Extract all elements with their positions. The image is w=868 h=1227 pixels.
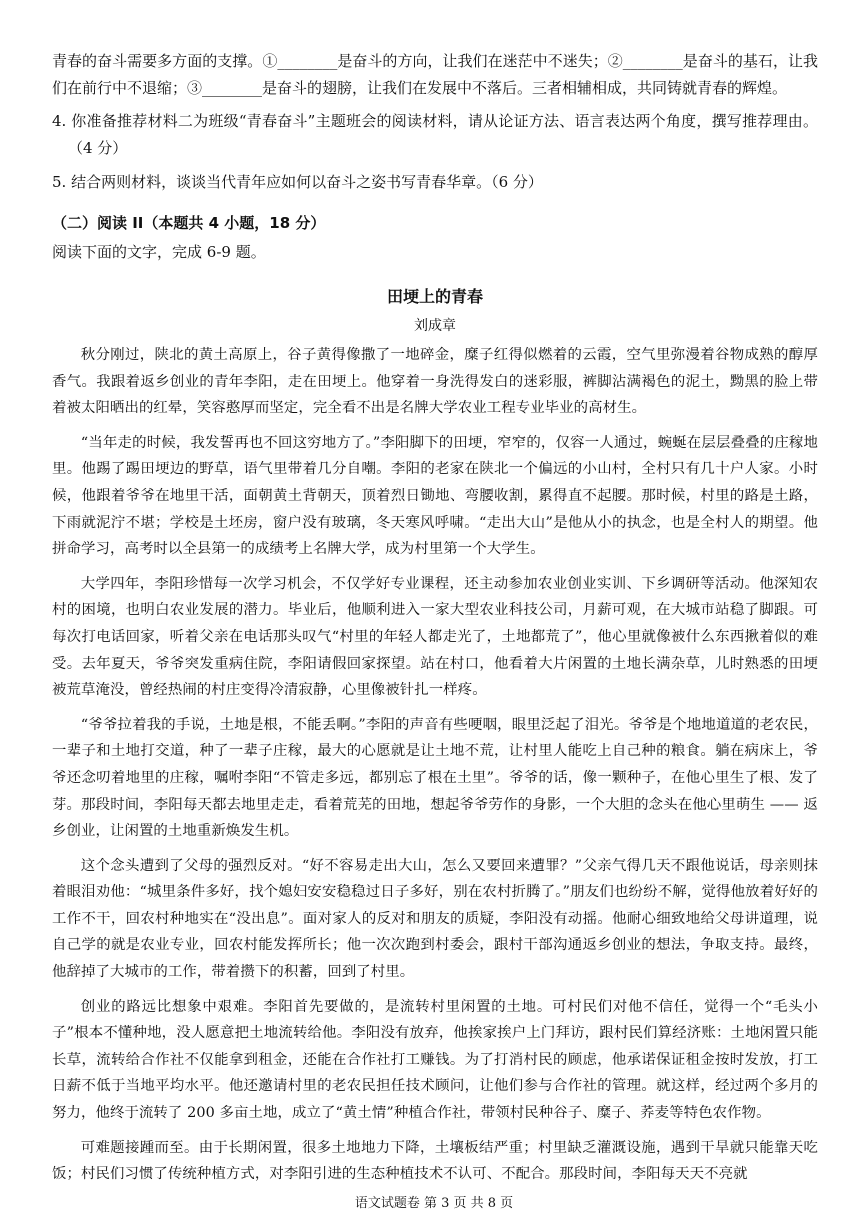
question-4: 4. 你准备推荐材料二为班级“青春奋斗”主题班会的阅读材料，请从论证方法、语言表达两个角度，撰写推荐理由。（4 分） <box>52 112 818 157</box>
page-footer: 语文试题卷 第 3 页 共 8 页 <box>354 1196 514 1211</box>
article-paragraph: “爷爷拉着我的手说，土地是根，不能丢啊。”李阳的声音有些哽咽，眼里泛起了泪光。爷爷是个地地道道的老农民，一辈子和土地打交道，种了一辈子庄稼，最大的心愿就是让土地不荒，让村里人能吃上自己种的粮食。躺在病床上，爷爷还念叨着地里的庄稼，嘱咐李阳“不管走多远，都别忘了根在土里”。爷爷的话，像一颗种子，在他心里生了根、发了芽。那段时间，李阳每天都去地里走走，看着荒芜的田地，想起爷爷劳作的身影，一个大胆的念头在他心里萌生 —— 返乡创业，让闲置的土地重新焕发生机。 <box>52 716 818 840</box>
reading-instruction: 阅读下面的文字，完成 6-9 题。 <box>52 243 266 261</box>
section-heading: （二）阅读 II（本题共 4 小题，18 分） <box>52 214 326 232</box>
article-title: 田埂上的青春 <box>386 287 483 306</box>
article-paragraph: “当年走的时候，我发誓再也不回这穷地方了。”李阳脚下的田埂，窄窄的，仅容一人通过，蜿蜒在层层叠叠的庄稼地里。他踢了踢田埂边的野草，语气里带着几分自嘲。李阳的老家在陕北一个偏远的小山村，全村只有几十户人家。小时候，他跟着爷爷在地里干活，面朝黄土背朝天，顶着烈日锄地、弯腰收割，累得直不起腰。那时候，村里的路是土路，下雨就泥泞不堪；学校是土坯房，窗户没有玻璃，冬天寒风呼啸。“走出大山”是他从小的执念，也是全村人的期望。他拼命学习，高考时以全县第一的成绩考上名牌大学，成为村里第一个大学生。 <box>52 434 818 558</box>
article-paragraph: 可难题接踵而至。由于长期闲置，很多土地地力下降，土壤板结严重；村里缺乏灌溉设施，遇到干旱就只能靠天吃饭；村民们习惯了传统种植方式，对李阳引进的生态种植技术不认可、不配合。那段时间，李阳每天天不亮就 <box>52 1139 818 1183</box>
article-author: 刘成章 <box>414 318 456 334</box>
article-paragraph: 大学四年，李阳珍惜每一次学习机会，不仅学好专业课程，还主动参加农业创业实训、下乡调研等活动。他深知农村的困境，也明白农业发展的潜力。毕业后，他顺利进入一家大型农业科技公司，月薪可观，在大城市站稳了脚跟。可每次打电话回家，听着父亲在电话那头叹气“村里的年轻人都走光了，土地都荒了”，他心里就像被什么东西揪着似的难受。去年夏天，爷爷突发重病住院，李阳请假回家探望。站在村口，他看着大片闲置的土地长满杂草，儿时熟悉的田埂被荒草淹没，曾经热闹的村庄变得冷清寂静，心里像被针扎一样疼。 <box>52 575 818 699</box>
article-paragraph: 这个念头遭到了父母的强烈反对。“好不容易走出大山，怎么又要回来遭罪？”父亲气得几天不跟他说话，母亲则抹着眼泪劝他：“城里条件多好，找个媳妇安安稳稳过日子多好，别在农村折腾了。”朋友们也纷纷不解，觉得他放着好好的工作不干，回农村种地实在“没出息”。面对家人的反对和朋友的质疑，李阳没有动摇。他耐心细致地给父母讲道理，说自己学的就是农业专业，回农村能发挥所长；他一次次跑到村委会，跟村干部沟通返乡创业的想法，争取支持。最终，他辞掉了大城市的工作，带着攒下的积蓄，回到了村里。 <box>52 857 818 981</box>
article-paragraph: 秋分刚过，陕北的黄土高原上，谷子黄得像撒了一地碎金，糜子红得似燃着的云霞，空气里弥漫着谷物成熟的醇厚香气。我跟着返乡创业的青年李阳，走在田埂上。他穿着一身洗得发白的迷彩服，裤脚沾满褐色的泥土，黝黑的脸上带着被太阳晒出的红晕，笑容憨厚而坚定，完全看不出是名牌大学农业工程专业毕业的高材生。 <box>52 347 818 417</box>
article-paragraph: 创业的路远比想象中艰难。李阳首先要做的，是流转村里闲置的土地。可村民们对他不信任，觉得一个“毛头小子”根本不懂种地，没人愿意把土地流转给他。李阳没有放弃，他挨家挨户上门拜访，跟村民们算经济账：土地闲置只能长草，流转给合作社不仅能拿到租金，还能在合作社打工赚钱。为了打消村民的顾虑，他承诺保证租金按时发放，打工日薪不低于当地平均水平。他还邀请村里的老农民担任技术顾问，让他们参与合作社的管理。就这样，经过两个多月的努力，他终于流转了 200 多亩土地，成立了“黄土情”种植合作社，带领村民种谷子、糜子、荞麦等特色农作物。 <box>52 998 818 1122</box>
question-5: 5. 结合两则材料，谈谈当代青年应如何以奋斗之姿书写青春华章。（6 分） <box>52 173 543 191</box>
intro-paragraph: 青春的奋斗需要多方面的支撑。①________是奋斗的方向，让我们在迷茫中不迷失；②________是奋斗的基石，让我们在前行中不退缩；③________是奋斗的翅膀，让我们在发展中不落后。三者相辅相成，共同铸就青春的辉煌。 <box>52 52 818 97</box>
